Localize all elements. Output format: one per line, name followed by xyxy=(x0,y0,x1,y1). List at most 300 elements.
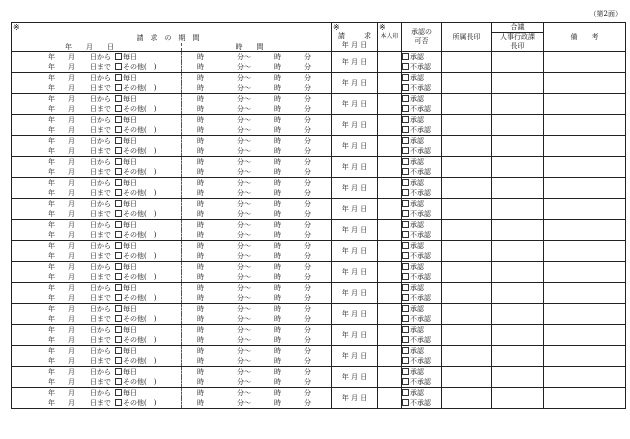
approve-label: 承認 xyxy=(410,95,424,103)
month-label: 月 xyxy=(68,179,75,187)
self-seal-cell[interactable] xyxy=(378,325,402,346)
other-checkbox[interactable] xyxy=(115,168,122,175)
from-label: 日から xyxy=(90,116,111,124)
form-row xyxy=(12,199,626,220)
hour-label: 時 xyxy=(274,305,281,313)
not-approve-checkbox[interactable] xyxy=(402,231,409,238)
form-row xyxy=(12,115,626,136)
other-checkbox[interactable] xyxy=(115,63,122,70)
dept-head-seal-cell[interactable] xyxy=(442,73,492,94)
not-approve-label: 不承認 xyxy=(410,126,431,134)
hour-label: 時 xyxy=(197,105,204,113)
month-label: 月 xyxy=(68,200,75,208)
not-approve-checkbox[interactable] xyxy=(402,210,409,217)
approval-cell[interactable] xyxy=(402,346,442,367)
form-row xyxy=(12,388,626,409)
period-cell[interactable] xyxy=(12,220,332,241)
hr-head-seal-cell[interactable] xyxy=(492,304,544,325)
daily-checkbox[interactable] xyxy=(115,368,122,375)
remarks-cell[interactable] xyxy=(544,262,626,283)
minute-label: 分 xyxy=(304,200,311,208)
minute-from-label: 分〜 xyxy=(237,357,251,365)
other-checkbox[interactable] xyxy=(115,273,122,280)
until-label: 日まで xyxy=(90,231,111,239)
hour-label: 時 xyxy=(197,158,204,166)
approval-cell[interactable] xyxy=(402,262,442,283)
approve-checkbox[interactable] xyxy=(402,137,409,144)
not-approve-checkbox[interactable] xyxy=(402,378,409,385)
hr-head-seal-label-2: 長印 xyxy=(510,42,525,50)
self-seal-label: 本人印 xyxy=(380,33,399,40)
other-checkbox[interactable] xyxy=(115,399,122,406)
month-label: 月 xyxy=(68,84,75,92)
request-date-cell[interactable]: 年 月 日 xyxy=(332,52,378,73)
daily-checkbox[interactable] xyxy=(115,200,122,207)
remarks-cell[interactable] xyxy=(544,136,626,157)
self-seal-cell[interactable] xyxy=(378,94,402,115)
request-date-cell[interactable]: 年 月 日 xyxy=(332,241,378,262)
not-approve-label: 不承認 xyxy=(410,168,431,176)
remarks-cell[interactable] xyxy=(544,52,626,73)
not-approve-checkbox[interactable] xyxy=(402,126,409,133)
dept-head-seal-cell[interactable] xyxy=(442,283,492,304)
daily-label: 毎日 xyxy=(123,284,137,292)
request-date-cell[interactable]: 年 月 日 xyxy=(332,325,378,346)
form-row xyxy=(12,136,626,157)
period-cell[interactable] xyxy=(12,388,332,409)
daily-checkbox[interactable] xyxy=(115,74,122,81)
request-date-cell[interactable]: 年 月 日 xyxy=(332,346,378,367)
hour-label: 時 xyxy=(274,294,281,302)
period-cell[interactable] xyxy=(12,367,332,388)
year-label: 年 xyxy=(48,168,55,176)
from-label: 日から xyxy=(90,263,111,271)
asterisk-mark: ※ xyxy=(13,23,20,32)
daily-checkbox[interactable] xyxy=(115,158,122,165)
approve-label: 承認 xyxy=(410,53,424,61)
remarks-cell[interactable] xyxy=(544,304,626,325)
daily-checkbox[interactable] xyxy=(115,95,122,102)
other-label: その他( ) xyxy=(123,399,157,407)
approve-checkbox[interactable] xyxy=(402,200,409,207)
other-checkbox[interactable] xyxy=(115,126,122,133)
daily-checkbox[interactable] xyxy=(115,305,122,312)
approval-cell[interactable] xyxy=(402,241,442,262)
other-checkbox[interactable] xyxy=(115,378,122,385)
self-seal-cell[interactable] xyxy=(378,241,402,262)
daily-label: 毎日 xyxy=(123,95,137,103)
not-approve-checkbox[interactable] xyxy=(402,357,409,364)
remarks-cell[interactable] xyxy=(544,241,626,262)
self-seal-cell[interactable] xyxy=(378,367,402,388)
approve-checkbox[interactable] xyxy=(402,389,409,396)
hour-label: 時 xyxy=(197,147,204,155)
period-cell[interactable] xyxy=(12,304,332,325)
approve-checkbox[interactable] xyxy=(402,368,409,375)
other-checkbox[interactable] xyxy=(115,336,122,343)
year-label: 年 xyxy=(48,53,55,61)
other-checkbox[interactable] xyxy=(115,105,122,112)
hour-label: 時 xyxy=(274,210,281,218)
daily-checkbox[interactable] xyxy=(115,347,122,354)
year-label: 年 xyxy=(48,137,55,145)
other-checkbox[interactable] xyxy=(115,231,122,238)
until-label: 日まで xyxy=(90,336,111,344)
not-approve-checkbox[interactable] xyxy=(402,252,409,259)
hr-head-seal-cell[interactable] xyxy=(492,388,544,409)
dept-head-seal-cell[interactable] xyxy=(442,262,492,283)
approve-checkbox[interactable] xyxy=(402,263,409,270)
approve-checkbox[interactable] xyxy=(402,221,409,228)
until-label: 日まで xyxy=(90,294,111,302)
approval-cell[interactable] xyxy=(402,73,442,94)
self-seal-cell[interactable] xyxy=(378,73,402,94)
dept-head-seal-cell[interactable] xyxy=(442,220,492,241)
not-approve-checkbox[interactable] xyxy=(402,315,409,322)
daily-label: 毎日 xyxy=(123,74,137,82)
approval-cell[interactable] xyxy=(402,283,442,304)
approval-cell[interactable] xyxy=(402,367,442,388)
approval-cell[interactable] xyxy=(402,325,442,346)
minute-from-label: 分〜 xyxy=(237,147,251,155)
request-date-cell[interactable]: 年 月 日 xyxy=(332,157,378,178)
approve-checkbox[interactable] xyxy=(402,74,409,81)
approval-label-1: 承認の xyxy=(411,28,432,36)
hour-label: 時 xyxy=(274,252,281,260)
form-row xyxy=(12,73,626,94)
period-cell[interactable] xyxy=(12,115,332,136)
request-date-header xyxy=(332,23,378,52)
year-label: 年 xyxy=(48,273,55,281)
year-label: 年 xyxy=(48,126,55,134)
daily-checkbox[interactable] xyxy=(115,284,122,291)
approval-cell[interactable] xyxy=(402,199,442,220)
remarks-cell[interactable] xyxy=(544,157,626,178)
remarks-cell[interactable] xyxy=(544,283,626,304)
not-approve-checkbox[interactable] xyxy=(402,147,409,154)
period-cell[interactable] xyxy=(12,94,332,115)
request-date-cell[interactable]: 年 月 日 xyxy=(332,304,378,325)
daily-label: 毎日 xyxy=(123,305,137,313)
period-cell[interactable] xyxy=(12,346,332,367)
self-seal-cell[interactable] xyxy=(378,157,402,178)
hr-head-seal-cell[interactable] xyxy=(492,52,544,73)
until-label: 日まで xyxy=(90,210,111,218)
approve-checkbox[interactable] xyxy=(402,326,409,333)
not-approve-checkbox[interactable] xyxy=(402,189,409,196)
not-approve-checkbox[interactable] xyxy=(402,168,409,175)
period-cell[interactable] xyxy=(12,73,332,94)
minute-from-label: 分〜 xyxy=(237,305,251,313)
approve-checkbox[interactable] xyxy=(402,284,409,291)
dept-head-seal-cell[interactable] xyxy=(442,199,492,220)
year-label: 年 xyxy=(48,179,55,187)
dept-head-seal-cell[interactable] xyxy=(442,325,492,346)
other-checkbox[interactable] xyxy=(115,315,122,322)
not-approve-checkbox[interactable] xyxy=(402,273,409,280)
from-label: 日から xyxy=(90,74,111,82)
dept-head-seal-cell[interactable] xyxy=(442,157,492,178)
self-seal-cell[interactable] xyxy=(378,178,402,199)
request-date-cell[interactable]: 年 月 日 xyxy=(332,199,378,220)
self-seal-cell[interactable] xyxy=(378,199,402,220)
self-seal-cell[interactable] xyxy=(378,136,402,157)
minute-label: 分 xyxy=(304,168,311,176)
daily-label: 毎日 xyxy=(123,179,137,187)
other-label: その他( ) xyxy=(123,168,157,176)
hour-label: 時 xyxy=(274,137,281,145)
remarks-cell[interactable] xyxy=(544,115,626,136)
form-row xyxy=(12,94,626,115)
hr-head-seal-cell[interactable] xyxy=(492,325,544,346)
request-date-cell[interactable]: 年 月 日 xyxy=(332,283,378,304)
minute-from-label: 分〜 xyxy=(237,126,251,134)
remarks-cell[interactable] xyxy=(544,73,626,94)
year-label: 年 xyxy=(48,147,55,155)
hr-head-seal-cell[interactable] xyxy=(492,262,544,283)
hr-head-seal-cell[interactable] xyxy=(492,283,544,304)
form-row xyxy=(12,346,626,367)
daily-checkbox[interactable] xyxy=(115,179,122,186)
approval-cell[interactable] xyxy=(402,94,442,115)
minute-label: 分 xyxy=(304,63,311,71)
from-label: 日から xyxy=(90,137,111,145)
daily-label: 毎日 xyxy=(123,158,137,166)
period-cell[interactable] xyxy=(12,325,332,346)
request-date-cell[interactable]: 年 月 日 xyxy=(332,178,378,199)
dept-head-seal-cell[interactable] xyxy=(442,241,492,262)
minute-from-label: 分〜 xyxy=(237,179,251,187)
hr-head-seal-cell[interactable] xyxy=(492,115,544,136)
hour-label: 時 xyxy=(274,273,281,281)
dept-head-seal-cell[interactable] xyxy=(442,115,492,136)
not-approve-checkbox[interactable] xyxy=(402,294,409,301)
dept-head-seal-cell[interactable] xyxy=(442,367,492,388)
approve-checkbox[interactable] xyxy=(402,158,409,165)
month-label: 月 xyxy=(68,378,75,386)
year-label: 年 xyxy=(48,389,55,397)
remarks-cell[interactable] xyxy=(544,388,626,409)
minute-from-label: 分〜 xyxy=(237,242,251,250)
self-seal-cell[interactable] xyxy=(378,346,402,367)
self-seal-cell[interactable] xyxy=(378,52,402,73)
until-label: 日まで xyxy=(90,189,111,197)
remarks-cell[interactable] xyxy=(544,178,626,199)
remarks-label: 備 考 xyxy=(570,32,599,41)
approval-cell[interactable] xyxy=(402,115,442,136)
other-checkbox[interactable] xyxy=(115,189,122,196)
remarks-cell[interactable] xyxy=(544,346,626,367)
dept-head-seal-cell[interactable] xyxy=(442,136,492,157)
self-seal-header xyxy=(378,23,402,52)
request-date-cell[interactable]: 年 月 日 xyxy=(332,220,378,241)
remarks-cell[interactable] xyxy=(544,325,626,346)
dept-head-seal-cell[interactable] xyxy=(442,178,492,199)
daily-checkbox[interactable] xyxy=(115,221,122,228)
minute-from-label: 分〜 xyxy=(237,168,251,176)
other-checkbox[interactable] xyxy=(115,210,122,217)
approve-checkbox[interactable] xyxy=(402,95,409,102)
hr-head-seal-cell[interactable] xyxy=(492,136,544,157)
hour-label: 時 xyxy=(197,126,204,134)
remarks-cell[interactable] xyxy=(544,199,626,220)
period-cell[interactable] xyxy=(12,283,332,304)
request-date-cell[interactable]: 年 月 日 xyxy=(332,388,378,409)
minute-from-label: 分〜 xyxy=(237,189,251,197)
daily-checkbox[interactable] xyxy=(115,326,122,333)
hour-label: 時 xyxy=(274,368,281,376)
period-cell[interactable] xyxy=(12,52,332,73)
year-label: 年 xyxy=(48,221,55,229)
other-checkbox[interactable] xyxy=(115,84,122,91)
request-date-cell[interactable]: 年 月 日 xyxy=(332,73,378,94)
daily-checkbox[interactable] xyxy=(115,137,122,144)
not-approve-checkbox[interactable] xyxy=(402,63,409,70)
month-label: 月 xyxy=(68,168,75,176)
year-label: 年 xyxy=(48,189,55,197)
period-cell[interactable] xyxy=(12,157,332,178)
dept-head-seal-cell[interactable] xyxy=(442,304,492,325)
approve-checkbox[interactable] xyxy=(402,347,409,354)
approve-label: 承認 xyxy=(410,179,424,187)
daily-label: 毎日 xyxy=(123,326,137,334)
other-label: その他( ) xyxy=(123,357,157,365)
other-checkbox[interactable] xyxy=(115,357,122,364)
period-cell[interactable] xyxy=(12,262,332,283)
month-label: 月 xyxy=(68,231,75,239)
hr-head-seal-cell[interactable] xyxy=(492,94,544,115)
period-cell[interactable] xyxy=(12,241,332,262)
time-subheader: 時間 xyxy=(235,43,278,51)
not-approve-checkbox[interactable] xyxy=(402,336,409,343)
daily-checkbox[interactable] xyxy=(115,53,122,60)
request-date-cell[interactable]: 年 月 日 xyxy=(332,367,378,388)
remarks-cell[interactable] xyxy=(544,94,626,115)
form-row xyxy=(12,367,626,388)
approval-cell[interactable] xyxy=(402,52,442,73)
approve-label: 承認 xyxy=(410,263,424,271)
from-label: 日から xyxy=(90,368,111,376)
daily-checkbox[interactable] xyxy=(115,242,122,249)
hr-head-seal-cell[interactable] xyxy=(492,199,544,220)
self-seal-cell[interactable] xyxy=(378,283,402,304)
month-label: 月 xyxy=(68,147,75,155)
request-date-cell[interactable]: 年 月 日 xyxy=(332,262,378,283)
hour-label: 時 xyxy=(274,263,281,271)
daily-checkbox[interactable] xyxy=(115,389,122,396)
dept-head-seal-cell[interactable] xyxy=(442,346,492,367)
self-seal-cell[interactable] xyxy=(378,115,402,136)
hour-label: 時 xyxy=(197,347,204,355)
year-label: 年 xyxy=(48,305,55,313)
not-approve-checkbox[interactable] xyxy=(402,105,409,112)
month-label: 月 xyxy=(68,158,75,166)
other-label: その他( ) xyxy=(123,147,157,155)
form-row xyxy=(12,241,626,262)
other-checkbox[interactable] xyxy=(115,294,122,301)
approve-checkbox[interactable] xyxy=(402,179,409,186)
not-approve-checkbox[interactable] xyxy=(402,84,409,91)
not-approve-label: 不承認 xyxy=(410,84,431,92)
hr-head-seal-cell[interactable] xyxy=(492,157,544,178)
approval-cell[interactable] xyxy=(402,304,442,325)
approve-checkbox[interactable] xyxy=(402,116,409,123)
self-seal-cell[interactable] xyxy=(378,262,402,283)
period-cell[interactable] xyxy=(12,178,332,199)
from-label: 日から xyxy=(90,347,111,355)
period-cell[interactable] xyxy=(12,136,332,157)
hr-head-seal-cell[interactable] xyxy=(492,367,544,388)
daily-checkbox[interactable] xyxy=(115,116,122,123)
hr-head-seal-cell[interactable] xyxy=(492,241,544,262)
approval-cell[interactable] xyxy=(402,157,442,178)
not-approve-label: 不承認 xyxy=(410,231,431,239)
minute-from-label: 分〜 xyxy=(237,158,251,166)
remarks-cell[interactable] xyxy=(544,367,626,388)
request-date-cell[interactable]: 年 月 日 xyxy=(332,94,378,115)
hour-label: 時 xyxy=(197,137,204,145)
month-label: 月 xyxy=(68,53,75,61)
approval-cell[interactable] xyxy=(402,220,442,241)
hr-head-seal-cell[interactable] xyxy=(492,220,544,241)
daily-label: 毎日 xyxy=(123,221,137,229)
approve-checkbox[interactable] xyxy=(402,242,409,249)
period-cell[interactable] xyxy=(12,199,332,220)
approve-checkbox[interactable] xyxy=(402,53,409,60)
remarks-cell[interactable] xyxy=(544,220,626,241)
year-label: 年 xyxy=(48,336,55,344)
dept-head-seal-cell[interactable] xyxy=(442,94,492,115)
hour-label: 時 xyxy=(274,231,281,239)
minute-from-label: 分〜 xyxy=(237,74,251,82)
minute-label: 分 xyxy=(304,263,311,271)
approval-cell[interactable] xyxy=(402,136,442,157)
request-date-cell[interactable]: 年 月 日 xyxy=(332,136,378,157)
approve-label: 承認 xyxy=(410,200,424,208)
self-seal-cell[interactable] xyxy=(378,220,402,241)
minute-label: 分 xyxy=(304,347,311,355)
approval-cell[interactable] xyxy=(402,178,442,199)
daily-checkbox[interactable] xyxy=(115,263,122,270)
minute-label: 分 xyxy=(304,95,311,103)
dept-head-seal-cell[interactable] xyxy=(442,388,492,409)
year-label: 年 xyxy=(48,368,55,376)
hour-label: 時 xyxy=(197,53,204,61)
other-checkbox[interactable] xyxy=(115,147,122,154)
self-seal-cell[interactable] xyxy=(378,304,402,325)
daily-label: 毎日 xyxy=(123,263,137,271)
hour-label: 時 xyxy=(197,189,204,197)
page-number-label: （第2面） xyxy=(589,10,622,18)
hr-head-seal-cell[interactable] xyxy=(492,73,544,94)
approval-cell[interactable] xyxy=(402,388,442,409)
request-date-cell[interactable]: 年 月 日 xyxy=(332,115,378,136)
hour-label: 時 xyxy=(274,179,281,187)
month-label: 月 xyxy=(68,242,75,250)
hour-label: 時 xyxy=(197,116,204,124)
other-checkbox[interactable] xyxy=(115,252,122,259)
year-label: 年 xyxy=(48,210,55,218)
self-seal-cell[interactable] xyxy=(378,388,402,409)
approve-checkbox[interactable] xyxy=(402,305,409,312)
hr-head-seal-cell[interactable] xyxy=(492,178,544,199)
dept-head-seal-cell[interactable] xyxy=(442,52,492,73)
year-label: 年 xyxy=(48,263,55,271)
not-approve-checkbox[interactable] xyxy=(402,399,409,406)
hr-head-seal-cell[interactable] xyxy=(492,346,544,367)
request-date-label-1: 請 xyxy=(338,32,345,40)
hour-label: 時 xyxy=(197,305,204,313)
